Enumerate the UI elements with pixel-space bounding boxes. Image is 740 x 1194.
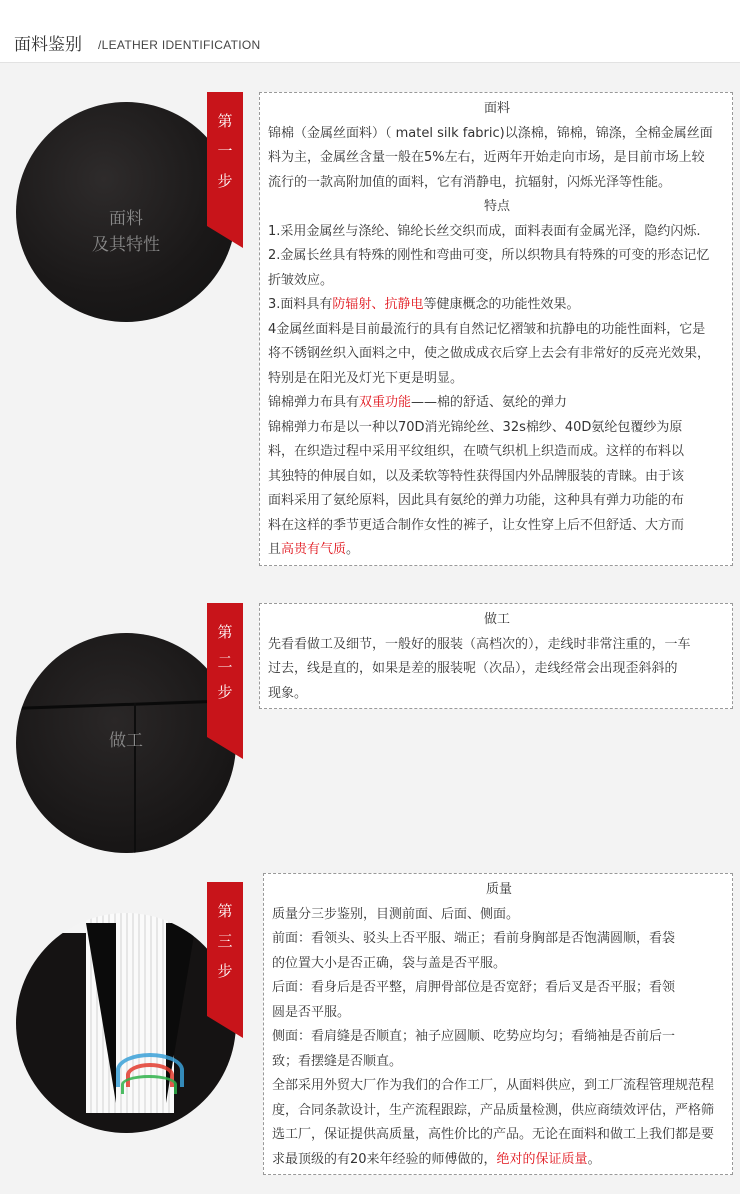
box-line: 锦棉（金属丝面料）（ matel silk fabric)以涤棉，锦棉，锦涤，全棉金属丝面	[268, 125, 713, 141]
box-line	[272, 1148, 726, 1173]
box-line: 圆是否平服。	[272, 1004, 351, 1020]
step-badge-char: 步	[217, 962, 233, 980]
box-line: 4金属丝面料是目前最流行的具有自然记忆褶皱和抗静电的功能性面料，它是	[268, 321, 706, 337]
box-line: 侧面：看肩缝是否顺直；袖子应圆顺、吃势应均匀；看绱袖是否前后一	[272, 1029, 676, 1044]
lapel-left	[56, 923, 116, 1103]
workmanship-photo	[16, 633, 236, 853]
box-line: 先看看做工及细节，一般好的服装（高档次的），走线时非常注重的，一车	[268, 636, 691, 652]
step-badge-2	[207, 603, 243, 737]
workmanship-photo-label: 做工	[109, 731, 143, 751]
step-badge-1	[207, 92, 243, 226]
box-heading: 面料	[483, 101, 510, 116]
box-text	[268, 608, 726, 706]
step-badge-char: 第	[217, 902, 233, 920]
line-segment: ——棉的舒适、氨纶的弹力	[411, 395, 568, 410]
box-line: 1.采用金属丝与涤纶、锦纶长丝交织而成，面料表面有金属光泽，隐约闪烁.	[268, 223, 701, 239]
box-line: 锦棉弹力布是以一种以70D消光锦纶丝、32s棉纱、40D氨纶包覆纱为原	[268, 419, 683, 435]
step-badge-char: 二	[217, 653, 233, 671]
seam-line	[134, 703, 136, 853]
seam-line	[16, 699, 236, 710]
fabric-description-box	[259, 92, 733, 566]
box-line	[268, 538, 726, 563]
watermark-logo-inner2	[121, 1075, 177, 1094]
line-segment: 等健康概念的功能性效果。	[423, 297, 580, 312]
quality-photo	[16, 913, 236, 1133]
box-line: 致；看摆缝是否顺直。	[272, 1053, 403, 1069]
box-line: 将不锈钢丝织入面料之中，使之做成成衣后穿上去会有非常好的反亮光效果，	[268, 346, 711, 361]
box-text	[272, 878, 726, 1172]
line-segment: 求最顶级的有20来年经验的师傅做的，	[272, 1151, 497, 1167]
box-line: 全部采用外贸大厂作为我们的合作工厂，从面料供应，到工厂流程管理规范程	[272, 1078, 715, 1093]
box-line: 现象。	[268, 685, 308, 701]
fabric-photo-label-2: 及其特性	[92, 235, 160, 255]
highlight-text: 、	[371, 297, 385, 312]
workmanship-description-box	[259, 603, 733, 709]
box-text	[268, 97, 726, 563]
box-heading: 特点	[483, 199, 510, 214]
box-heading: 质量	[485, 882, 512, 897]
fabric-photo	[16, 102, 236, 322]
line-segment: 。	[346, 542, 360, 557]
highlight-text: 双重功能	[359, 395, 412, 410]
page-title: 面料鉴别	[14, 35, 82, 55]
box-line: 其独特的伸展自如，以及柔软等特性获得国内外品牌服装的青睐。由于该	[268, 468, 685, 484]
fabric-photo-label-1: 面料	[109, 209, 143, 229]
box-heading: 做工	[483, 612, 510, 627]
box-line: 折皱效应。	[268, 272, 334, 288]
line-segment: 。	[587, 1151, 601, 1167]
box-line: 度，合同条款设计，生产流程跟踪，产品质量检测，供应商绩效评估，严格筛	[272, 1102, 715, 1118]
highlight-text: 抗静电	[384, 297, 424, 312]
step-badge-char: 第	[217, 112, 233, 130]
box-line: 质量分三步鉴别，目测前面、后面、侧面。	[272, 906, 520, 922]
line-segment: 3.面料具有	[268, 297, 333, 312]
box-line: 后面：看身后是否平整，肩胛骨部位是否宽舒；看后叉是否平服；看领	[272, 980, 676, 995]
step-badge-char: 第	[217, 623, 233, 641]
step-badge-char: 步	[217, 683, 233, 701]
box-line	[268, 391, 726, 416]
highlight-text: 防辐射	[332, 297, 372, 312]
box-line: 流行的一款高附加值的面料，它有消静电，抗辐射，闪烁光泽等性能。	[268, 174, 672, 190]
box-line: 料在这样的季节更适合制作女性的裤子，让女性穿上后不但舒适、大方而	[268, 517, 685, 533]
box-line: 特别是在阳光及灯光下更是明显。	[268, 370, 464, 386]
step-badge-3	[207, 882, 243, 1016]
highlight-text: 绝对的保证质量	[496, 1151, 588, 1167]
step-badge-char: 步	[217, 172, 233, 190]
box-line: 过去，线是直的，如果是差的服装呢（次品），走线经常会出现歪斜斜的	[268, 661, 678, 676]
step-badge-char: 三	[217, 932, 233, 950]
box-line: 料为主，金属丝含量一般在5%左右，近两年开始走向市场，是目前市场上较	[268, 150, 705, 165]
step-badge-char: 一	[217, 142, 233, 160]
line-segment: 且	[268, 542, 282, 557]
box-line: 前面：看领头、驳头上否平服、端正；看前身胸部是否饱满圆顺，看袋	[272, 931, 676, 946]
quality-description-box	[263, 873, 733, 1175]
box-line: 2.金属长丝具有特殊的刚性和弯曲可变，所以织物具有特殊的可变的形态记忆	[268, 248, 710, 263]
box-line: 选工厂，保证提供高质量，高性价比的产品。无论在面料和做工上我们都是要	[272, 1127, 715, 1142]
box-line	[268, 293, 726, 318]
page-subtitle: /LEATHER IDENTIFICATION	[98, 38, 261, 52]
box-line: 料，在织造过程中采用平纹组织，在喷气织机上织造而成。这样的布料以	[268, 444, 685, 459]
line-segment: 锦棉弹力布具有	[268, 395, 360, 410]
box-line: 的位置大小是否正确，袋与盖是否平服。	[272, 955, 507, 971]
highlight-text: 高贵有气质	[281, 542, 347, 557]
box-line: 面料采用了氨纶原料，因此具有氨纶的弹力功能，这种具有弹力功能的布	[268, 493, 685, 508]
page-header	[0, 0, 740, 63]
